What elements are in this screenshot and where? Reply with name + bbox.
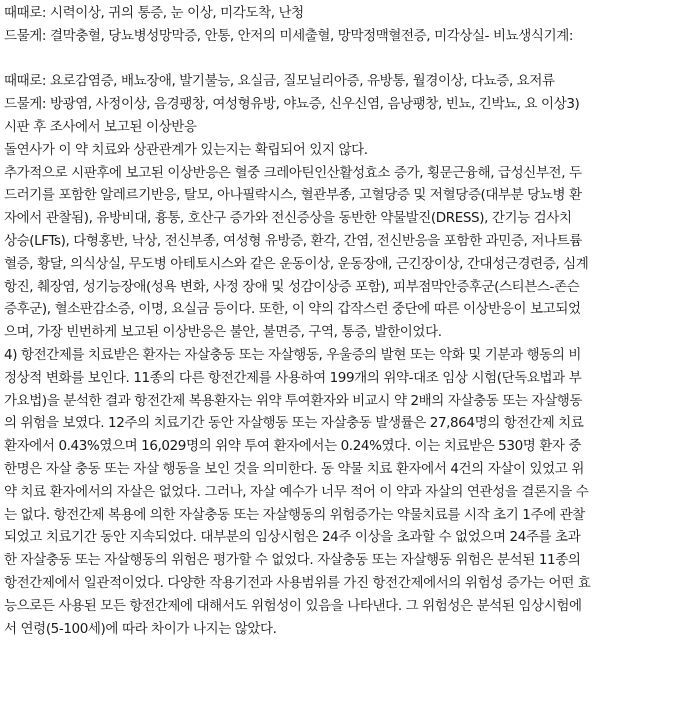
section-heading: 시판 후 조사에서 보고된 이상반응 [4,118,197,135]
text-line: 의 위험을 보였다. 12주의 치료기간 동안 자살행동 또는 자살충동 발생률은 27,864명의 항전간제 치료 [4,415,584,432]
text-line: 돌연사가 이 약 치료와 상관관계가 있는지는 확립되어 있지 않다. [4,141,368,158]
text-line: 드러기를 포함한 알레르기반응, 탈모, 아나필락시스, 혈관부종, 고혈당증 및 저혈당증(대부분 당뇨병 환 [4,187,582,204]
text-line: 한명은 자살 충동 또는 자살 행동을 보인 것을 의미한다. 동 약물 치료 환자에서 4건의 자살이 있었고 위 [4,460,584,477]
blank-line [4,48,677,71]
text-line: 자에서 관찰됨), 유방비대, 흉통, 호산구 증가와 전신증상을 동반한 약물발진(DRESS), 간기능 검사치 [4,210,572,227]
text-line: 환자에서 0.43%였으며 16,029명의 위약 투여 환자에서는 0.24%였다. 이는 치료받은 530명 환자 중 [4,438,582,455]
text-line: 으며, 가장 빈번하게 보고된 이상반응은 불안, 불면증, 구역, 통증, 발한이었다. [4,324,442,341]
text-line: 때때로: 요로감염증, 배뇨장애, 발기불능, 요실금, 질모닐리아증, 유방통, 월경이상, 다뇨증, 요저류 [4,73,555,90]
text-line: 한 자살충동 또는 자살행동의 위험은 평가할 수 없었다. 자살충동 또는 자살행동 위험은 분석된 11종의 [4,552,581,569]
text-line: 항전간제에서 일관적이었다. 다양한 작용기전과 사용범위를 가진 항전간제에서의 위험성 증가는 어떤 효 [4,574,591,591]
text-line: 가요법)을 분석한 결과 항전간제 복용환자는 위약 투여환자와 비교시 약 2배의 자살충동 또는 자살행동 [4,392,583,409]
text-line: 는 없다. 항전간제 복용에 의한 자살충동 또는 자살행동의 위험증가는 약물치료를 시작 초기 1주에 관찰 [4,506,585,523]
document-body [4,2,677,640]
text-line: 추가적으로 시판후에 보고된 이상반응은 혈중 크레아틴인산활성효소 증가, 횡문근융해, 급성신부전, 두 [4,164,582,181]
text-line: 4) 항전간제를 치료받은 환자는 자살충동 또는 자살행동, 우울증의 발현 또는 악화 및 기분과 행동의 비 [4,346,582,363]
text-line: 약 치료 환자에서의 자살은 없었다. 그러나, 자살 예수가 너무 적어 이 약과 자살의 연관성을 결론지을 수 [4,483,589,500]
text-line: 드물게: 결막충혈, 당뇨병성망막증, 안통, 안저의 미세출혈, 망막정맥혈전증, 미각상실- 비뇨생식기계: [4,27,573,44]
text-line: 능으로든 사용된 모든 항전간제에 대해서도 위험성이 있음을 나타낸다. 그 위험성은 분석된 임상시험에 [4,597,582,614]
text-line: 정상적 변화를 보인다. 11종의 다른 항전간제를 사용하여 199개의 위약-대조 임상 시험(단독요법과 부 [4,369,582,386]
text-line: 서 연령(5-100세)에 따라 차이가 나지는 않았다. [4,620,277,637]
text-line: 때때로: 시력이상, 귀의 통증, 눈 이상, 미각도착, 난청 [4,5,304,21]
text-line: 되었고 치료기간 동안 지속되었다. 대부분의 임상시험은 24주 이상을 초과할 수 없었으며 24주를 초과 [4,529,581,546]
text-line: 드물게: 방광염, 사정이상, 음경팽창, 여성형유방, 야뇨증, 신우신염, 음낭팽창, 빈뇨, 긴박뇨, 요 이상3) [4,96,580,113]
text-line: 항진, 췌장염, 성기능장애(성욕 변화, 사정 장애 및 성감이상증 포함), 피부점막안증후군(스티븐스-존슨 [4,278,580,295]
text-line: 혈증, 황달, 의식상실, 무도병 아테토시스와 같은 운동이상, 운동장애, 근긴장이상, 간대성근경련증, 심계 [4,255,589,272]
text-line: 상승(LFTs), 다형홍반, 낙상, 전신부종, 여성형 유방증, 환각, 간염, 전신반응을 포함한 과민증, 저나트륨 [4,232,582,249]
text-line: 증후군), 혈소판감소증, 이명, 요실금 등이다. 또한, 이 약의 갑작스런 중단에 따른 이상반응이 보고되었 [4,301,581,318]
